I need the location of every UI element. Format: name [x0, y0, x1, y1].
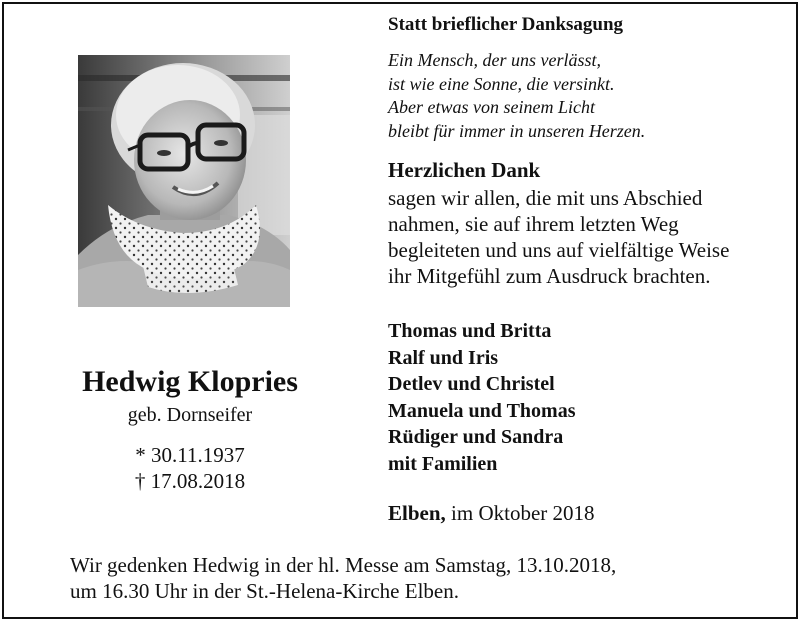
- thanks-line: ihr Mitgefühl zum Ausdruck brachten.: [388, 264, 711, 288]
- family-member: Thomas und Britta: [388, 320, 552, 342]
- poem-line: Ein Mensch, der uns verlässt,: [388, 50, 601, 70]
- family-member: Detlev und Christel: [388, 373, 555, 396]
- poem: [388, 49, 645, 143]
- memorial-line: Wir gedenken Hedwig in der hl. Messe am Samstag, 13.10.2018,: [70, 553, 617, 577]
- portrait-photo: [78, 55, 290, 307]
- deceased-name: Hedwig Klopries: [82, 365, 298, 398]
- birth-name: geb. Dornseifer: [127, 404, 253, 426]
- family-member: mit Familien: [388, 452, 498, 475]
- family-signatures: [388, 318, 575, 478]
- poem-line: ist wie eine Sonne, die versinkt.: [388, 73, 615, 94]
- place-town: Elben,: [388, 501, 446, 525]
- thanks-line: begleiteten und uns auf vielfältige Weise: [388, 238, 730, 262]
- thanks-title: Herzlichen Dank: [388, 158, 541, 182]
- poem-line: Aber etwas von seinem Licht: [388, 97, 595, 117]
- notice-heading: Statt brieflicher Danksagung: [388, 14, 624, 35]
- thanks-text: [388, 185, 729, 289]
- memorial-mass-notice: [70, 552, 616, 604]
- family-member: Ralf und Iris: [388, 346, 499, 369]
- place-date: [388, 500, 595, 526]
- place-month: im Oktober 2018: [451, 501, 595, 525]
- memorial-line: um 16.30 Uhr in der St.-Helena-Kirche Elben.: [70, 579, 459, 603]
- poem-line: bleibt für immer in unseren Herzen.: [388, 120, 646, 141]
- family-member: Manuela und Thomas: [388, 399, 576, 422]
- death-date: † 17.08.2018: [134, 469, 246, 493]
- family-member: Rüdiger und Sandra: [388, 426, 564, 449]
- birth-date: * 30.11.1937: [135, 443, 245, 467]
- thanks-line: sagen wir allen, die mit uns Abschied: [388, 186, 703, 210]
- thanks-line: nahmen, sie auf ihrem letzten Weg: [388, 212, 679, 236]
